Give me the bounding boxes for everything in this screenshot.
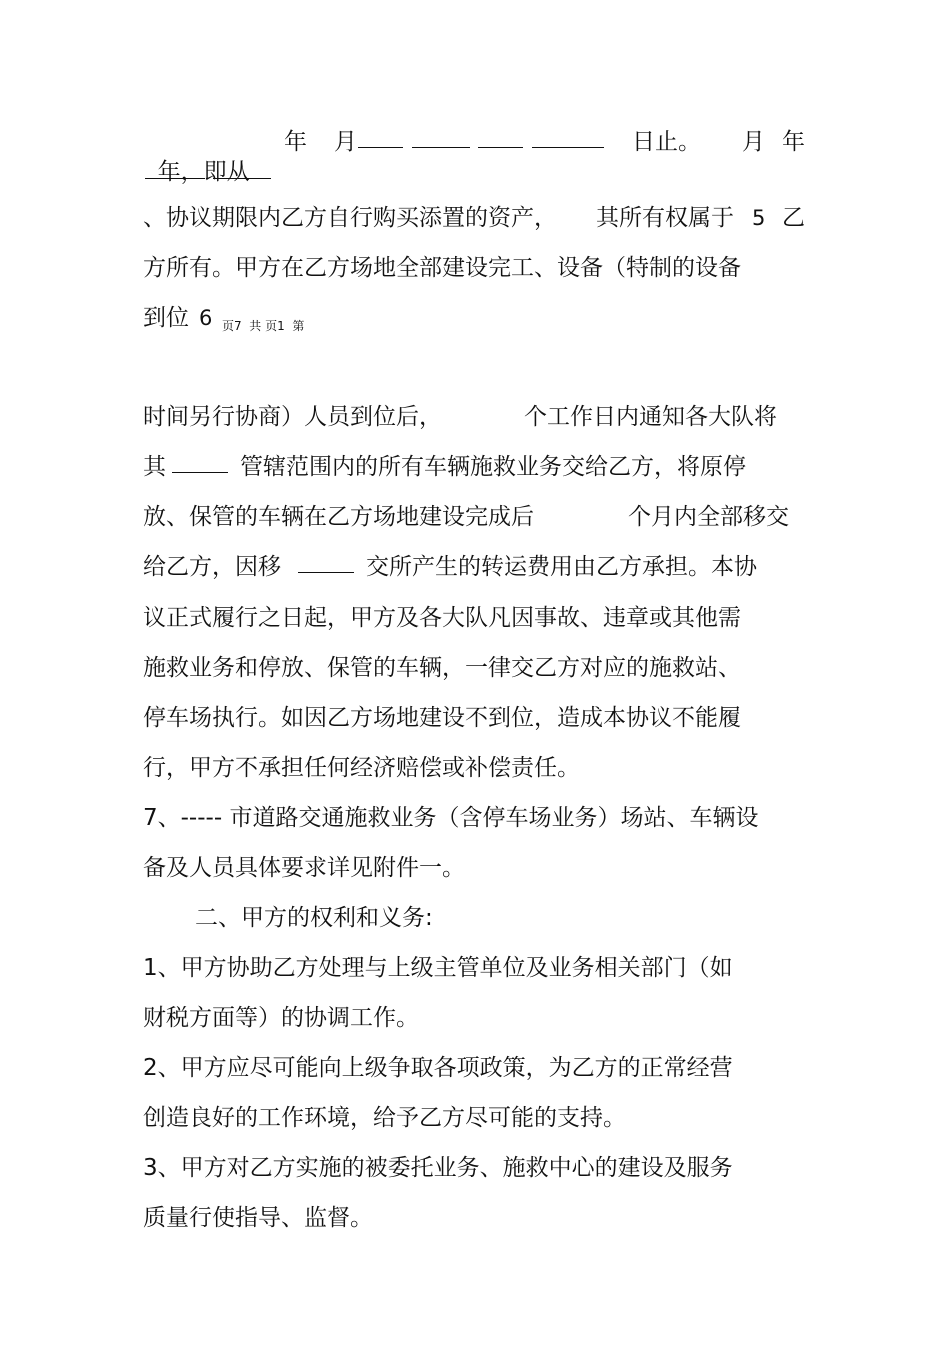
item6-line2a: 其: [143, 454, 166, 480]
item6-line6: 施救业务和停放、保管的车辆，一律交乙方对应的施救站、: [143, 655, 741, 681]
fill-blank: [298, 552, 354, 573]
clause-2-line1: 2、甲方应尽可能向上级争取各项政策，为乙方的正常经营: [143, 1055, 733, 1081]
term-month: 月: [334, 129, 357, 155]
item7-line2: 备及人员具体要求详见附件一。: [143, 855, 465, 881]
clause-1-line2: 财税方面等）的协调工作。: [143, 1005, 419, 1031]
term-year: 年: [284, 129, 307, 155]
text-fragment: 年，即从: [157, 159, 250, 185]
item6-line4a: 给乙方，因移: [143, 554, 281, 580]
term-end: 日止。: [632, 129, 701, 155]
item5-line1c: 乙: [782, 205, 805, 231]
item5-line1b: 其所有权属于: [596, 205, 734, 231]
item6-line8: 行，甲方不承担任何经济赔偿或补偿责任。: [143, 755, 580, 781]
fill-blank: [213, 158, 271, 179]
item6-num: 6: [199, 306, 213, 330]
clause-3-line1: 3、甲方对乙方实施的被委托业务、施救中心的建设及服务: [143, 1155, 733, 1181]
item5-line1: 、协议期限内乙方自行购买添置的资产，: [143, 205, 557, 231]
item6-line3a: 放、保管的车辆在乙方场地建设完成后: [143, 504, 534, 530]
fill-blank: [172, 452, 228, 473]
item5-line3: 到位: [143, 305, 189, 331]
term-month-2: 月: [742, 129, 765, 155]
fill-blank: [358, 127, 403, 148]
fill-blank: [412, 127, 470, 148]
item6-line2b: 管辖范围内的所有车辆施救业务交给乙方，将原停: [240, 454, 746, 480]
clause-1-line1: 1、甲方协助乙方处理与上级主管单位及业务相关部门（如: [143, 955, 733, 981]
item5-line2: 方所有。甲方在乙方场地全部建设完工、设备（特制的设备: [143, 255, 741, 281]
item6-line4b: 交所产生的转运费用由乙方承担。本协: [366, 554, 757, 580]
item6-line5: 议正式履行之日起，甲方及各大队凡因事故、违章或其他需: [143, 605, 741, 631]
item7-line1: 7、----- 市道路交通施救业务（含停车场业务）场站、车辆设: [143, 805, 759, 831]
fill-blank: [478, 127, 523, 148]
item6-line3b: 个月内全部移交: [628, 504, 789, 530]
fill-blank: [532, 127, 604, 148]
page-footer: 页7 共 页1 第: [222, 319, 305, 333]
clause-3-line2: 质量行使指导、监督。: [143, 1205, 373, 1231]
section-heading: 二、甲方的权利和义务:: [195, 905, 433, 931]
fill-blank: [145, 158, 205, 179]
item5-page-num: 5: [752, 206, 766, 230]
item6-line1b: 个工作日内通知各大队将: [524, 404, 777, 430]
item6-line7: 停车场执行。如因乙方场地建设不到位，造成本协议不能履: [143, 705, 741, 731]
term-year-2: 年: [782, 129, 805, 155]
clause-2-line2: 创造良好的工作环境，给予乙方尽可能的支持。: [143, 1105, 626, 1131]
item6-line1a: 时间另行协商）人员到位后，: [143, 404, 442, 430]
